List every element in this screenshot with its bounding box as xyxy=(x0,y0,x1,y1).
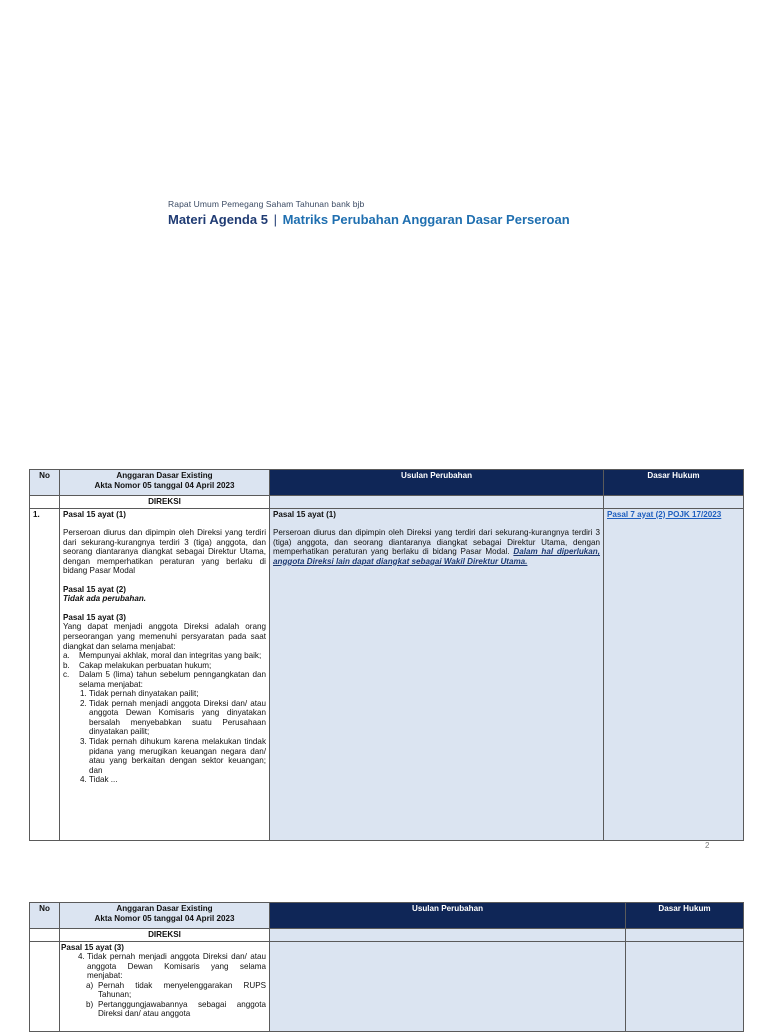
existing-header-line2: Akta Nomor 05 tanggal 04 April 2023 xyxy=(94,480,235,490)
col-header-existing xyxy=(60,903,270,929)
col-header-legal-basis: Dasar Hukum xyxy=(604,470,744,496)
col-header-no: No xyxy=(30,470,60,496)
list-marker: 3. xyxy=(80,737,87,747)
list-marker: a. xyxy=(63,651,70,661)
existing-article-3-title: Pasal 15 ayat (3) xyxy=(63,612,126,622)
legal-basis-cell xyxy=(604,508,744,840)
section-legal-cell xyxy=(604,496,744,509)
table-header-row xyxy=(30,903,744,929)
table-header-row xyxy=(30,470,744,496)
list-item xyxy=(86,981,266,1000)
proposal-text-cell xyxy=(270,508,604,840)
table-row xyxy=(30,941,744,1031)
legal-basis-link[interactable]: Pasal 7 ayat (2) POJK 17/2023 xyxy=(607,509,722,519)
existing-article-title: Pasal 15 ayat (3) xyxy=(61,942,124,952)
agenda-title-main: Materi Agenda 5 xyxy=(168,212,268,227)
continued-sub-list xyxy=(61,981,266,1019)
list-item xyxy=(80,737,266,775)
list-item-text: Dalam 5 (lima) tahun sebelum penngangkatan dan selama menjabat: xyxy=(79,670,266,689)
list-item-text: Tidak ... xyxy=(89,775,118,785)
list-item-text: Pernah tidak menyelenggarakan RUPS Tahunan; xyxy=(98,980,266,1000)
list-item-text: Tidak pernah dihukum karena melakukan tindak pidana yang merugikan keuangan negara dan/ atau yang berkaitan dengan sektor keuangan; dan xyxy=(89,737,266,775)
proposal-article-text xyxy=(273,528,600,566)
list-marker: c. xyxy=(63,670,70,680)
list-item-text: Pertanggungjawabannya sebagai anggota Direksi dan/ atau anggota xyxy=(98,999,266,1019)
table-row xyxy=(30,508,744,840)
meeting-supertitle: Rapat Umum Pemegang Saham Tahunan bank bjb xyxy=(168,199,365,209)
list-item xyxy=(63,670,266,689)
section-label: DIREKSI xyxy=(60,929,270,942)
list-item xyxy=(80,689,266,699)
section-proposal-cell xyxy=(270,496,604,509)
section-proposal-cell xyxy=(270,929,626,942)
existing-text-cell xyxy=(60,941,270,1031)
list-item xyxy=(80,775,266,785)
list-marker: 2. xyxy=(80,698,87,708)
list-item-text: Tidak pernah menjadi anggota Direksi dan/ atau anggota Dewan Komisaris yang dinyatakan bersalah menyebabkan suatu Perusahaan dinyatakan pailit; xyxy=(89,698,266,737)
page-number: 2 xyxy=(705,841,710,850)
legal-basis-cell xyxy=(626,941,744,1031)
list-marker: a) xyxy=(86,980,94,990)
list-item-text: Tidak pernah menjadi anggota Direksi dan/ atau anggota Dewan Komisaris yang selama menjabat: xyxy=(87,952,266,981)
list-marker: 1. xyxy=(80,689,87,699)
list-marker: b. xyxy=(63,660,70,670)
section-row xyxy=(30,496,744,509)
col-header-existing xyxy=(60,470,270,496)
list-item xyxy=(63,661,266,671)
continued-list xyxy=(61,952,266,981)
list-item xyxy=(78,952,266,981)
existing-article-2-text: Tidak ada perubahan. xyxy=(63,594,147,604)
list-item-text: Mempunyai akhlak, moral dan integritas yang baik; xyxy=(79,651,262,661)
proposal-new-clause: Dalam hal diperlukan, anggota Direksi lain dapat diangkat sebagai Wakil Direktur Utama. xyxy=(273,547,601,566)
sub-requirements-list xyxy=(63,689,266,784)
list-marker: 4. xyxy=(78,952,85,962)
list-marker: 4. xyxy=(80,775,87,785)
requirements-list xyxy=(63,651,266,785)
list-item-text: Tidak pernah dinyatakan pailit; xyxy=(89,689,199,699)
existing-header-line2: Akta Nomor 05 tanggal 04 April 2023 xyxy=(94,913,235,923)
col-header-no: No xyxy=(30,903,60,929)
amendment-matrix-table-continued xyxy=(29,902,744,1032)
list-item-text: Cakap melakukan perbuatan hukum; xyxy=(79,660,212,670)
existing-header-line1: Anggaran Dasar Existing xyxy=(116,904,213,913)
agenda-title xyxy=(168,212,570,227)
proposal-text-cell xyxy=(270,941,626,1031)
proposal-article-title: Pasal 15 ayat (1) xyxy=(273,509,336,519)
list-item xyxy=(63,651,266,661)
section-legal-cell xyxy=(626,929,744,942)
row-number: 1. xyxy=(30,508,60,840)
list-item xyxy=(86,1000,266,1019)
proposal-body: Perseroan diurus dan dipimpin oleh Direksi yang terdiri dari sekurang-kurangnya terdiri 3 (tiga) anggota, dan seorang diantaranya diangkat sebagai Direktur Utama, dengan memperhatikan peraturan yang berlaku di bidang Pasar Modal. xyxy=(273,528,600,557)
agenda-title-accent: Matriks Perubahan Anggaran Dasar Perseroan xyxy=(282,212,570,227)
section-no-cell xyxy=(30,496,60,509)
amendment-matrix-table xyxy=(29,469,744,841)
section-row xyxy=(30,929,744,942)
title-separator: | xyxy=(273,212,277,227)
list-item xyxy=(80,699,266,737)
existing-article-3-text: Yang dapat menjadi anggota Direksi adalah orang perseorangan yang memenuhi persyaratan pada saat diangkat dan selama menjabat: xyxy=(63,622,266,651)
existing-article-1-title: Pasal 15 ayat (1) xyxy=(63,509,126,519)
existing-text-cell xyxy=(60,508,270,840)
existing-article-2-title: Pasal 15 ayat (2) xyxy=(63,584,126,594)
existing-article-1-text: Perseroan diurus dan dipimpin oleh Direksi yang terdiri dari sekurang-kurangnya terdiri 3 (tiga) anggota, dan seorang diantaranya diangkat sebagai Direktur Utama, dengan memperhatikan peraturan yang berlaku di bidang Pasar Modal xyxy=(63,528,266,576)
document-header xyxy=(168,199,570,227)
col-header-legal-basis: Dasar Hukum xyxy=(626,903,744,929)
section-label: DIREKSI xyxy=(60,496,270,509)
row-number xyxy=(30,941,60,1031)
existing-header-line1: Anggaran Dasar Existing xyxy=(116,471,213,480)
col-header-proposal: Usulan Perubahan xyxy=(270,470,604,496)
section-no-cell xyxy=(30,929,60,942)
col-header-proposal: Usulan Perubahan xyxy=(270,903,626,929)
list-marker: b) xyxy=(86,999,94,1009)
